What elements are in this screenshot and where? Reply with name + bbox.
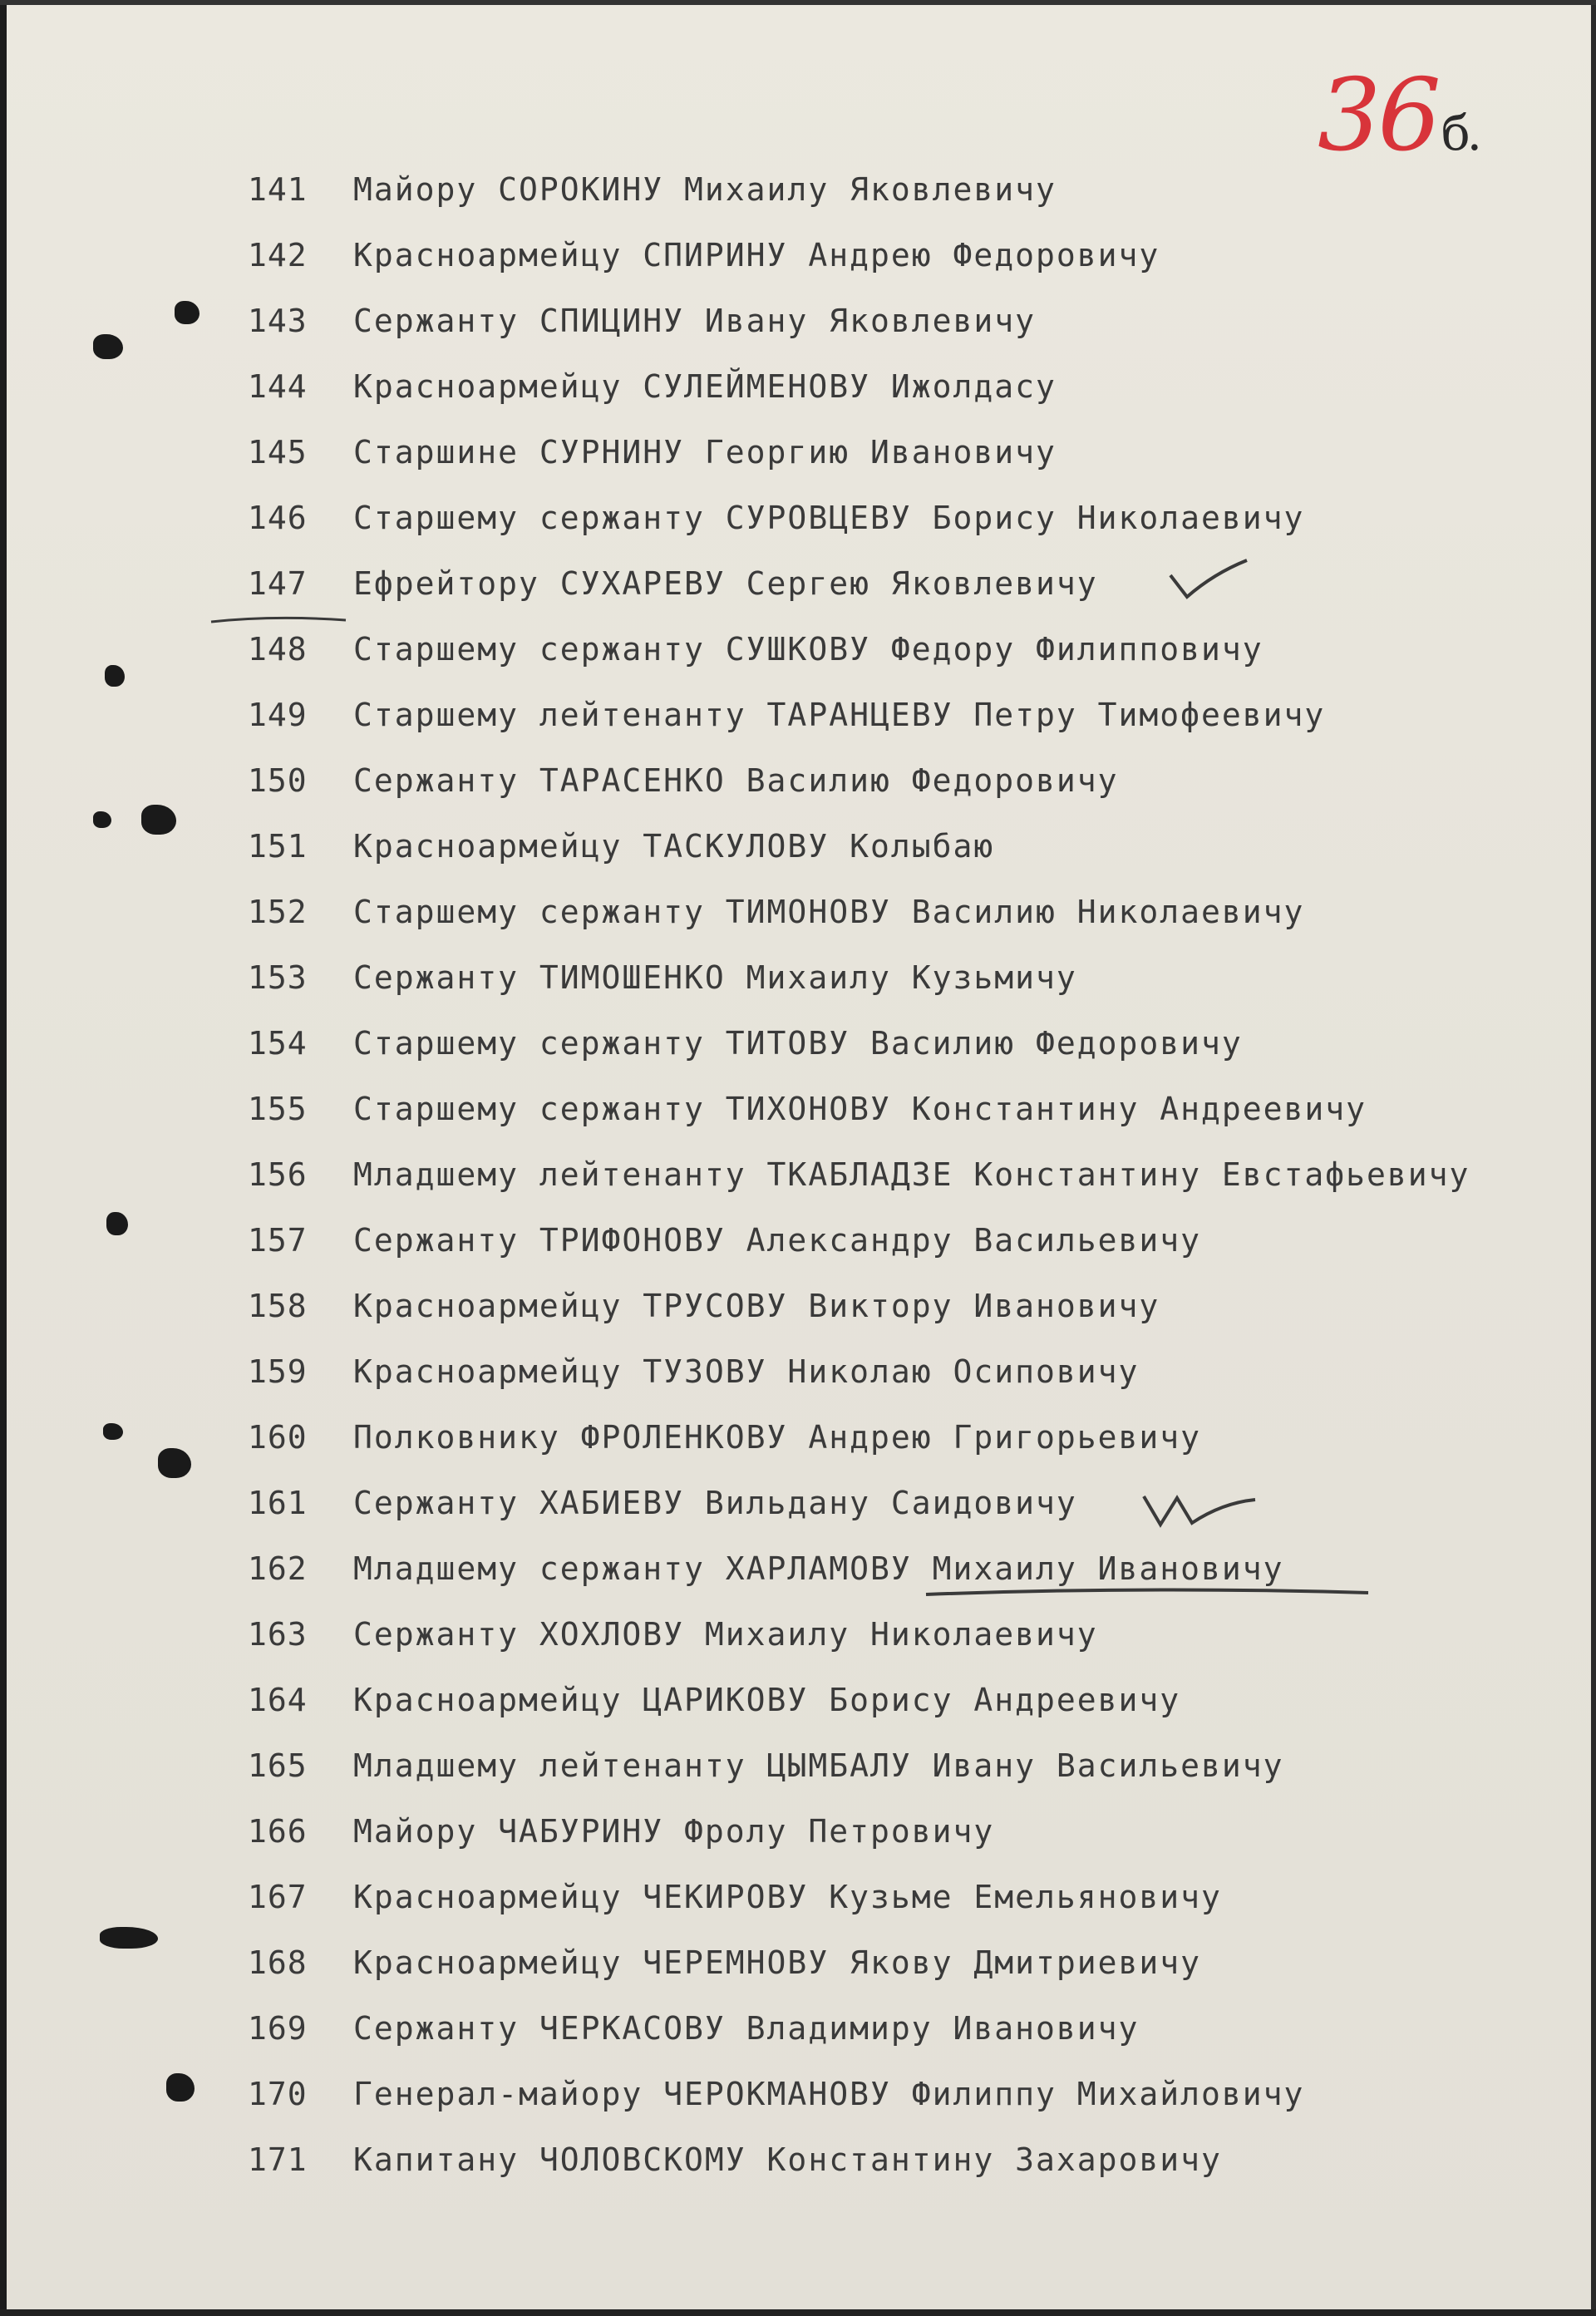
entry-number: 143	[248, 303, 308, 339]
binding-hole-icon	[166, 2073, 195, 2102]
entry-text: Старшему сержанту ТИХОНОВУ Константину Андреевичу	[353, 1091, 1367, 1127]
entry-text: Капитану ЧОЛОВСКОМУ Константину Захаровичу	[353, 2141, 1222, 2178]
list-item	[0, 429, 1596, 476]
list-item	[0, 1414, 1596, 1461]
list-item	[0, 560, 1596, 607]
entry-text: Красноармейцу ЧЕРЕМНОВУ Якову Дмитриевичу	[353, 1944, 1201, 1981]
list-item	[0, 298, 1596, 344]
list-item	[0, 2005, 1596, 2052]
entry-text: Сержанту ТИМОШЕНКО Михаилу Кузьмичу	[353, 959, 1077, 996]
list-item	[0, 1480, 1596, 1526]
entry-number: 147	[248, 565, 308, 602]
page-number-suffix: б.	[1441, 105, 1480, 161]
entry-number: 156	[248, 1156, 308, 1193]
binding-hole-icon	[93, 334, 123, 359]
list-item	[0, 1283, 1596, 1329]
entry-number: 142	[248, 237, 308, 273]
entry-text: Красноармейцу ТУЗОВУ Николаю Осиповичу	[353, 1353, 1140, 1390]
entry-text: Старшине СУРНИНУ Георгию Ивановичу	[353, 434, 1057, 471]
entry-text: Сержанту ТРИФОНОВУ Александру Васильевичу	[353, 1222, 1201, 1259]
list-item	[0, 692, 1596, 738]
entry-number: 154	[248, 1025, 308, 1062]
list-item	[0, 363, 1596, 410]
binding-hole-icon	[175, 301, 200, 324]
entry-text: Ефрейтору СУХАРЕВУ Сергею Яковлевичу	[353, 565, 1098, 602]
entry-text: Сержанту ТАРАСЕНКО Василию Федоровичу	[353, 762, 1119, 799]
entry-number: 148	[248, 631, 308, 668]
entry-number: 155	[248, 1091, 308, 1127]
list-item	[0, 1151, 1596, 1198]
entry-text: Красноармейцу ТРУСОВУ Виктору Ивановичу	[353, 1288, 1160, 1324]
entry-number: 171	[248, 2141, 308, 2178]
entry-number: 170	[248, 2076, 308, 2112]
entry-text: Красноармейцу ЦАРИКОВУ Борису Андреевичу	[353, 1682, 1181, 1718]
list-item	[0, 1086, 1596, 1132]
entry-number: 153	[248, 959, 308, 996]
entry-text: Младшему сержанту ХАРЛАМОВУ Михаилу Ивановичу	[353, 1550, 1284, 1587]
entry-number: 163	[248, 1616, 308, 1653]
list-item	[0, 166, 1596, 213]
entry-text: Сержанту СПИЦИНУ Ивану Яковлевичу	[353, 303, 1036, 339]
list-item	[0, 823, 1596, 870]
list-item	[0, 954, 1596, 1001]
entry-text: Майору ЧАБУРИНУ Фролу Петровичу	[353, 1813, 995, 1850]
binding-hole-icon	[106, 1212, 128, 1235]
entry-number: 146	[248, 500, 308, 536]
list-item	[0, 1020, 1596, 1067]
list-item	[0, 495, 1596, 541]
entry-number: 160	[248, 1419, 308, 1456]
entry-number: 164	[248, 1682, 308, 1718]
entry-number: 141	[248, 171, 308, 208]
list-item	[0, 2136, 1596, 2183]
entry-number: 149	[248, 697, 308, 733]
entry-text: Красноармейцу СУЛЕЙМЕНОВУ Ижолдасу	[353, 368, 1057, 405]
entry-number: 168	[248, 1944, 308, 1981]
binding-hole-icon	[158, 1448, 191, 1478]
list-item	[0, 1874, 1596, 1920]
entry-text: Старшему лейтенанту ТАРАНЦЕВУ Петру Тимофеевичу	[353, 697, 1326, 733]
list-item	[0, 1939, 1596, 1986]
entry-text: Старшему сержанту ТИТОВУ Василию Федоровичу	[353, 1025, 1243, 1062]
entry-text: Младшему лейтенанту ЦЫМБАЛУ Ивану Васильевичу	[353, 1747, 1284, 1784]
entry-text: Сержанту ХАБИЕВУ Вильдану Саидовичу	[353, 1485, 1077, 1521]
entry-number: 157	[248, 1222, 308, 1259]
list-item	[0, 1611, 1596, 1658]
entry-number: 151	[248, 828, 308, 865]
entry-text: Красноармейцу СПИРИНУ Андрею Федоровичу	[353, 237, 1160, 273]
list-item	[0, 1742, 1596, 1789]
entry-text: Сержанту ХОХЛОВУ Михаилу Николаевичу	[353, 1616, 1098, 1653]
list-item	[0, 1348, 1596, 1395]
list-item	[0, 232, 1596, 278]
entry-number: 145	[248, 434, 308, 471]
entry-number: 166	[248, 1813, 308, 1850]
entry-number: 150	[248, 762, 308, 799]
entry-number: 167	[248, 1879, 308, 1915]
list-item	[0, 1217, 1596, 1264]
list-item	[0, 757, 1596, 804]
binding-hole-icon	[105, 665, 125, 687]
list-item	[0, 889, 1596, 935]
entry-text: Генерал-майору ЧЕРОКМАНОВУ Филиппу Михайловичу	[353, 2076, 1305, 2112]
list-item	[0, 1545, 1596, 1592]
entry-number: 159	[248, 1353, 308, 1390]
entry-number: 162	[248, 1550, 308, 1587]
entry-text: Красноармейцу ТАСКУЛОВУ Колыбаю	[353, 828, 995, 865]
entry-text: Полковнику ФРОЛЕНКОВУ Андрею Григорьевичу	[353, 1419, 1201, 1456]
entry-number: 169	[248, 2010, 308, 2047]
entry-text: Старшему сержанту ТИМОНОВУ Василию Николаевичу	[353, 894, 1305, 930]
entry-text: Майору СОРОКИНУ Михаилу Яковлевичу	[353, 171, 1057, 208]
entry-number: 165	[248, 1747, 308, 1784]
list-item	[0, 626, 1596, 673]
binding-hole-icon	[141, 805, 176, 835]
list-item	[0, 2071, 1596, 2117]
entry-text: Красноармейцу ЧЕКИРОВУ Кузьме Емельяновичу	[353, 1879, 1222, 1915]
list-item	[0, 1808, 1596, 1855]
entry-number: 161	[248, 1485, 308, 1521]
binding-hole-icon	[100, 1927, 158, 1949]
binding-hole-icon	[103, 1423, 123, 1440]
binding-hole-icon	[93, 811, 111, 828]
entry-text: Старшему сержанту СУРОВЦЕВУ Борису Николаевичу	[353, 500, 1305, 536]
entry-text: Младшему лейтенанту ТКАБЛАДЗЕ Константину Евстафьевичу	[353, 1156, 1470, 1193]
entry-number: 144	[248, 368, 308, 405]
entry-text: Старшему сержанту СУШКОВУ Федору Филипповичу	[353, 631, 1264, 668]
entry-text: Сержанту ЧЕРКАСОВУ Владимиру Ивановичу	[353, 2010, 1140, 2047]
page-number-value: 36	[1318, 58, 1438, 174]
entry-number: 152	[248, 894, 308, 930]
entry-number: 158	[248, 1288, 308, 1324]
list-item	[0, 1677, 1596, 1723]
